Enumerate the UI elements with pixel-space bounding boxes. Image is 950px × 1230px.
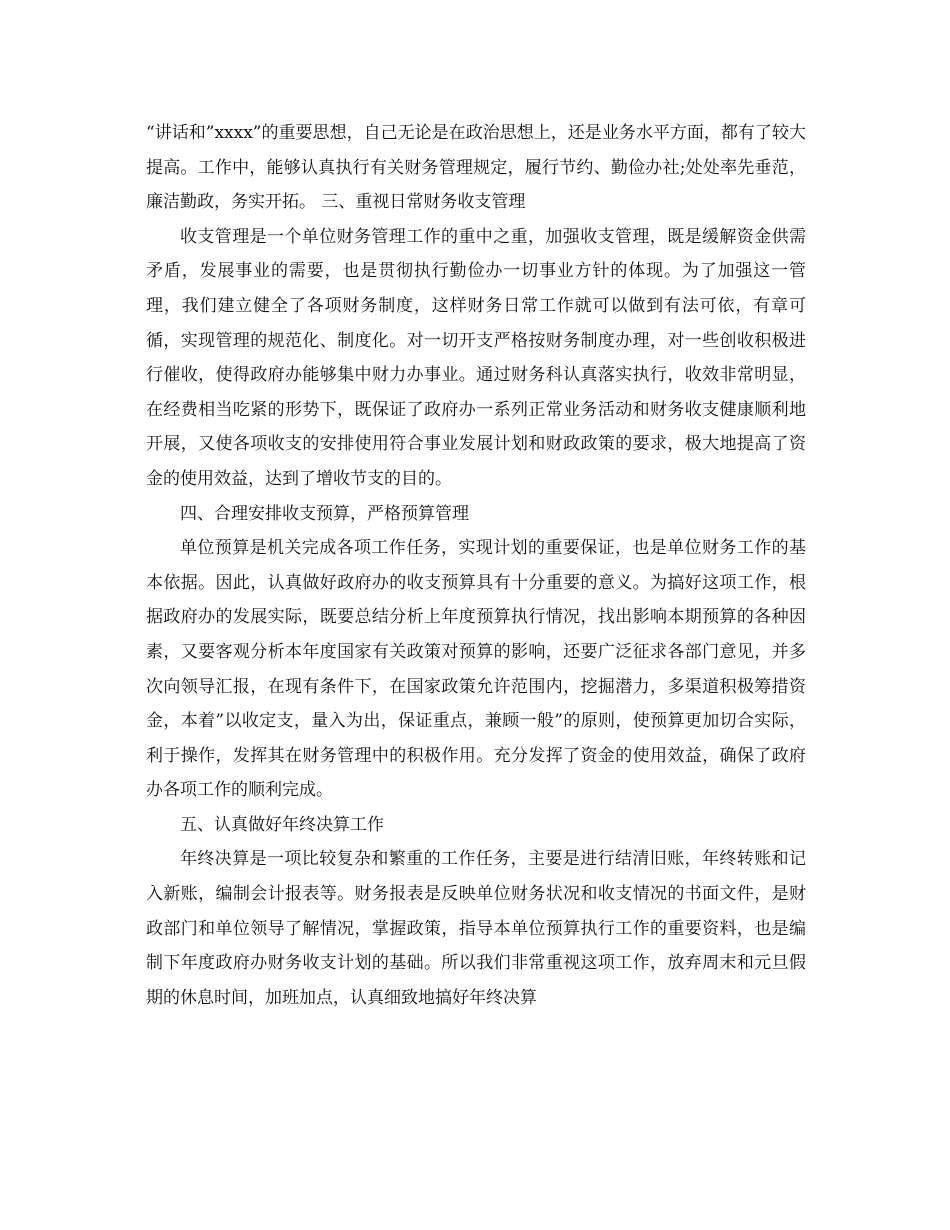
paragraph-budget: 单位预算是机关完成各项工作任务，实现计划的重要保证，也是单位财务工作的基本依据。因此，认真做好政府办的收支预算具有十分重要的意义。为搞好这项工作，根据政府办的发展实际，既要总结分析上年度预算执行情况，找出影响本期预算的各种因素，又要客观分析本年度国家有关政策对预算的影响，还要广泛征求各部门意见，并多次向领导汇报，在现有条件下，在国家政策允许范围内，挖掘潜力，多渠道积极筹措资金，本着”以收定支，量入为出，保证重点，兼顾一般”的原则，使预算更加切合实际，利于操作，发挥其在财务管理中的积极作用。充分发挥了资金的使用效益，确保了政府办各项工作的顺利完成。 [146, 538, 806, 801]
paragraph-final-accounts: 年终决算是一项比较复杂和繁重的工作任务，主要是进行结清旧账，年终转账和记入新账，编制会计报表等。财务报表是反映单位财务状况和收支情况的书面文件，是财政部门和单位领导了解情况，掌握政策，指导本单位预算执行工作的重要资料，也是编制下年度政府办财务收支计划的基础。所以我们非常重视这项工作，放弃周末和元旦假期的休息时间，加班加点，认真细致地搞好年终决算 [146, 849, 806, 1008]
section-heading-final-accounts: 五、认真做好年终决算工作 [180, 814, 384, 835]
document-page [146, 116, 806, 1015]
paragraph-income-expenditure-management: 收支管理是一个单位财务管理工作的重中之重，加强收支管理，既是缓解资金供需矛盾，发展事业的需要，也是贯彻执行勤俭办一切事业方针的体现。为了加强这一管理，我们建立健全了各项财务制度，这样财务日常工作就可以做到有法可依，有章可循，实现管理的规范化、制度化。对一切开支严格按财务制度办理，对一些创收积极进行催收，使得政府办能够集中财力办事业。通过财务科认真落实执行，收效非常明显，在经费相当吃紧的形势下，既保证了政府办一系列正常业务活动和财务收支健康顺利地开展，又使各项收支的安排使用符合事业发展计划和财政政策的要求，极大地提高了资金的使用效益，达到了增收节支的目的。 [146, 226, 806, 489]
section-heading-budget: 四、合理安排收支预算，严格预算管理 [180, 503, 469, 524]
paragraph-continuation: “讲话和”xxxx”的重要思想，自己无论是在政治思想上，还是业务水平方面，都有了较大提高。工作中，能够认真执行有关财务管理规定，履行节约、勤俭办社;处处率先垂范，廉洁勤政，务实开拓。 三、重视日常财务收支管理 [146, 123, 806, 213]
